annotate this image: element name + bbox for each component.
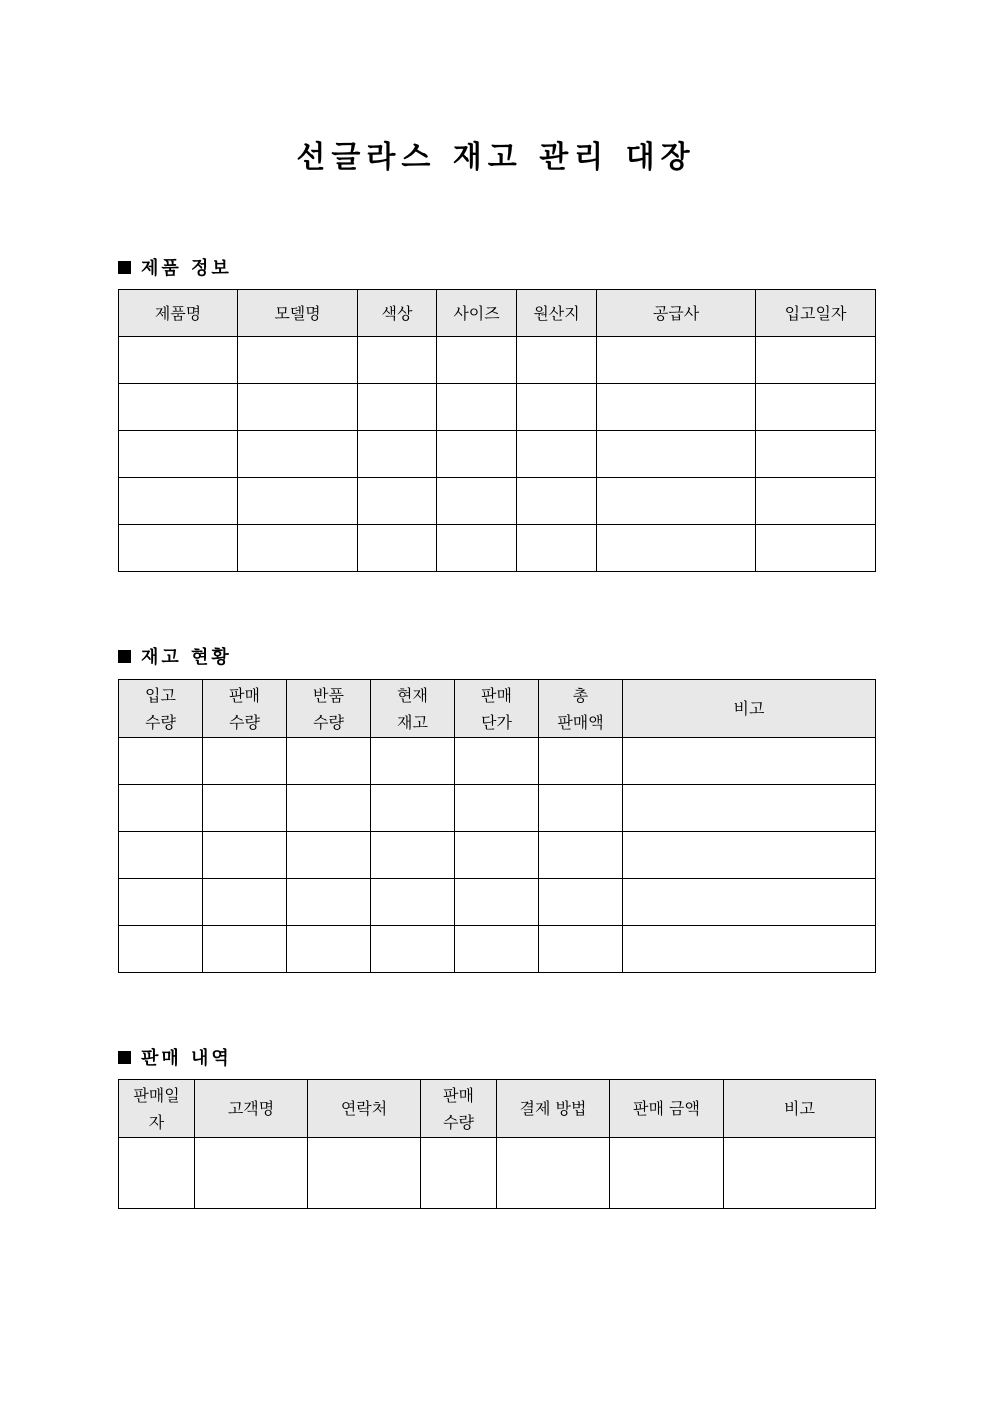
table-cell[interactable] <box>119 431 238 478</box>
table-cell[interactable] <box>610 1138 724 1209</box>
table-cell[interactable] <box>756 431 876 478</box>
table-cell[interactable] <box>517 478 597 525</box>
table-cell[interactable] <box>539 879 623 926</box>
table-cell[interactable] <box>597 478 756 525</box>
table-row <box>119 832 876 879</box>
table-row <box>119 337 876 384</box>
table-cell[interactable] <box>287 785 371 832</box>
table-cell[interactable] <box>623 785 876 832</box>
table-cell[interactable] <box>119 478 238 525</box>
square-bullet-icon <box>118 1051 131 1064</box>
table-cell[interactable] <box>371 832 455 879</box>
table-cell[interactable] <box>756 478 876 525</box>
table-cell[interactable] <box>358 525 437 572</box>
table-header-row <box>119 290 876 337</box>
table-cell[interactable] <box>119 525 238 572</box>
table-cell[interactable] <box>238 337 358 384</box>
column-header: 비고 <box>724 1080 876 1138</box>
square-bullet-icon <box>118 650 131 663</box>
sales-table <box>118 1079 876 1209</box>
table-cell[interactable] <box>203 832 287 879</box>
table-cell[interactable] <box>308 1138 421 1209</box>
table-cell[interactable] <box>119 832 203 879</box>
table-cell[interactable] <box>119 337 238 384</box>
table-row <box>119 384 876 431</box>
product-info-table <box>118 289 876 572</box>
table-cell[interactable] <box>623 738 876 785</box>
table-cell[interactable] <box>597 525 756 572</box>
table-cell[interactable] <box>517 384 597 431</box>
column-header: 연락처 <box>308 1080 421 1138</box>
page-title: 선글라스 재고 관리 대장 <box>296 140 696 175</box>
table-cell[interactable] <box>238 384 358 431</box>
column-header: 비고 <box>623 680 876 738</box>
column-header: 현재 재고 <box>371 680 455 738</box>
table-row <box>119 879 876 926</box>
table-cell[interactable] <box>371 879 455 926</box>
column-header: 판매 수량 <box>203 680 287 738</box>
table-cell[interactable] <box>623 879 876 926</box>
column-header: 사이즈 <box>437 290 517 337</box>
table-cell[interactable] <box>517 431 597 478</box>
table-cell[interactable] <box>437 478 517 525</box>
column-header: 색상 <box>358 290 437 337</box>
table-row <box>119 738 876 785</box>
column-header: 모델명 <box>238 290 358 337</box>
table-cell[interactable] <box>371 785 455 832</box>
table-row <box>119 525 876 572</box>
table-cell[interactable] <box>623 832 876 879</box>
column-header: 공급사 <box>597 290 756 337</box>
column-header: 입고일자 <box>756 290 876 337</box>
column-header: 고객명 <box>195 1080 308 1138</box>
section-heading-sales <box>118 1044 232 1070</box>
table-row <box>119 785 876 832</box>
table-cell[interactable] <box>371 926 455 973</box>
table-cell[interactable] <box>371 738 455 785</box>
table-cell[interactable] <box>287 879 371 926</box>
column-header: 입고 수량 <box>119 680 203 738</box>
table-cell[interactable] <box>437 431 517 478</box>
table-cell[interactable] <box>756 337 876 384</box>
table-row <box>119 926 876 973</box>
table-cell[interactable] <box>597 337 756 384</box>
table-cell[interactable] <box>119 1138 195 1209</box>
table-cell[interactable] <box>724 1138 876 1209</box>
table-cell[interactable] <box>195 1138 308 1209</box>
table-cell[interactable] <box>119 926 203 973</box>
section-heading-label: 재고 현황 <box>141 647 232 668</box>
column-header: 원산지 <box>517 290 597 337</box>
table-cell[interactable] <box>756 525 876 572</box>
table-cell[interactable] <box>358 478 437 525</box>
column-header: 총 판매액 <box>539 680 623 738</box>
table-cell[interactable] <box>203 879 287 926</box>
table-row <box>119 431 876 478</box>
table-cell[interactable] <box>539 785 623 832</box>
section-heading-product-info <box>118 254 232 280</box>
table-cell[interactable] <box>437 384 517 431</box>
table-cell[interactable] <box>358 384 437 431</box>
table-cell[interactable] <box>437 337 517 384</box>
table-cell[interactable] <box>539 926 623 973</box>
table-cell[interactable] <box>455 879 539 926</box>
table-row <box>119 1138 876 1209</box>
square-bullet-icon <box>118 261 131 274</box>
table-cell[interactable] <box>287 926 371 973</box>
table-cell[interactable] <box>623 926 876 973</box>
table-header-row <box>119 680 876 738</box>
table-cell[interactable] <box>421 1138 497 1209</box>
table-cell[interactable] <box>358 431 437 478</box>
table-header-row <box>119 1080 876 1138</box>
table-cell[interactable] <box>455 832 539 879</box>
inventory-table <box>118 679 876 973</box>
column-header: 결제 방법 <box>497 1080 610 1138</box>
table-cell[interactable] <box>497 1138 610 1209</box>
table-cell[interactable] <box>455 738 539 785</box>
table-cell[interactable] <box>517 525 597 572</box>
column-header: 판매 단가 <box>455 680 539 738</box>
column-header: 제품명 <box>119 290 238 337</box>
table-cell[interactable] <box>119 785 203 832</box>
table-cell[interactable] <box>455 785 539 832</box>
table-cell[interactable] <box>539 832 623 879</box>
column-header: 판매 금액 <box>610 1080 724 1138</box>
table-cell[interactable] <box>238 525 358 572</box>
table-cell[interactable] <box>517 337 597 384</box>
column-header: 반품 수량 <box>287 680 371 738</box>
table-cell[interactable] <box>238 431 358 478</box>
section-heading-inventory <box>118 643 232 669</box>
table-cell[interactable] <box>437 525 517 572</box>
table-cell[interactable] <box>203 926 287 973</box>
table-cell[interactable] <box>119 384 238 431</box>
table-cell[interactable] <box>119 738 203 785</box>
section-heading-label: 판매 내역 <box>141 1048 232 1069</box>
table-cell[interactable] <box>539 738 623 785</box>
table-cell[interactable] <box>119 879 203 926</box>
table-cell[interactable] <box>203 738 287 785</box>
table-cell[interactable] <box>203 785 287 832</box>
column-header: 판매 수량 <box>421 1080 497 1138</box>
section-heading-label: 제품 정보 <box>141 258 232 279</box>
table-row <box>119 478 876 525</box>
table-cell[interactable] <box>287 738 371 785</box>
table-cell[interactable] <box>358 337 437 384</box>
table-cell[interactable] <box>455 926 539 973</box>
table-cell[interactable] <box>238 478 358 525</box>
table-cell[interactable] <box>597 431 756 478</box>
table-cell[interactable] <box>597 384 756 431</box>
table-cell[interactable] <box>287 832 371 879</box>
table-cell[interactable] <box>756 384 876 431</box>
column-header: 판매일 자 <box>119 1080 195 1138</box>
